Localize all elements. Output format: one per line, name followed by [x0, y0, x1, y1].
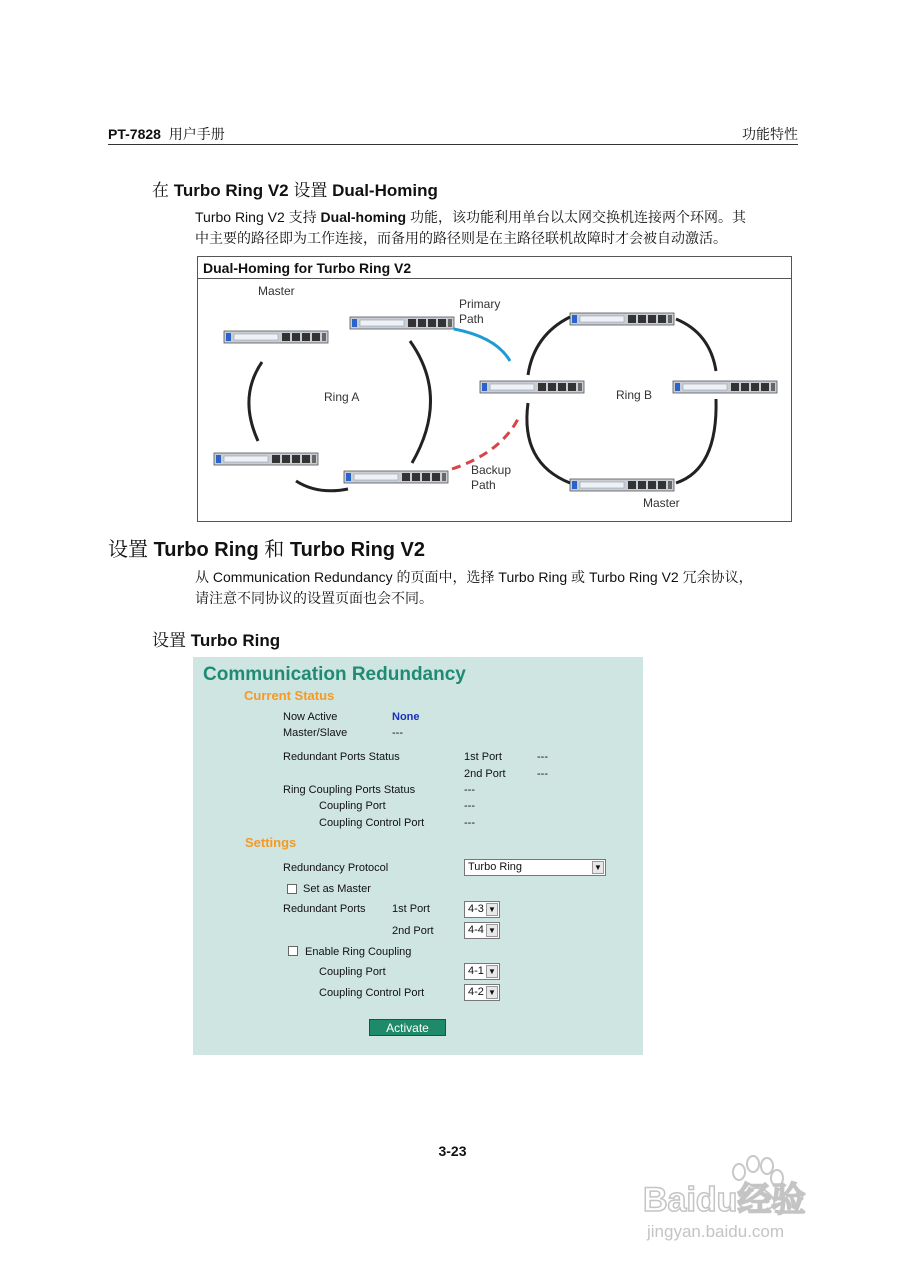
label-master-a: Master: [258, 284, 295, 298]
enable-ring-coupling-checkbox[interactable]: [288, 946, 298, 956]
now-active-value: None: [392, 711, 420, 723]
ring-coupling-status-label: Ring Coupling Ports Status: [283, 784, 416, 796]
coupling-control-select[interactable]: 4-2 ▼: [464, 984, 500, 1001]
chevron-down-icon: ▼: [592, 861, 604, 874]
chevron-down-icon: ▼: [486, 965, 498, 978]
activate-button[interactable]: Activate: [369, 1019, 446, 1036]
second-port-value: ---: [537, 768, 548, 780]
switch-icon: [344, 471, 448, 483]
ring-a-arc: [296, 481, 348, 491]
redundant-ports-label: Redundant Ports: [283, 903, 366, 915]
backup-path-line: [452, 419, 518, 469]
coupling-control-value: ---: [464, 817, 475, 829]
header-divider: [108, 144, 798, 145]
dual-homing-paragraph: Turbo Ring V2 支持 Dual-homing 功能，该功能利用单台以太网交换机连接两个环网。其 中主要的路径即为工作连接，而备用的路径则是在主路径联机故障时才会被自动激活。: [195, 209, 746, 246]
chevron-down-icon: ▼: [486, 986, 498, 999]
ring-coupling-status-value: ---: [464, 784, 475, 796]
watermark-url: jingyan.baidu.com: [647, 1222, 785, 1241]
panel-title: Communication Redundancy: [203, 664, 466, 685]
coupling-port-set-label: Coupling Port: [319, 966, 386, 978]
coupling-port-select[interactable]: 4-1 ▼: [464, 963, 500, 980]
ring-b-arc: [676, 319, 716, 371]
second-port-label: 2nd Port: [464, 768, 506, 780]
first-port-value: ---: [537, 751, 548, 763]
first-port-set-label: 1st Port: [392, 903, 430, 915]
coupling-control-label: Coupling Control Port: [319, 817, 425, 829]
switch-icon: [570, 313, 674, 325]
label-backup: Backup Path: [471, 463, 512, 492]
protocol-select[interactable]: Turbo Ring ▼: [464, 859, 606, 876]
page-number: 3-23: [438, 1143, 467, 1159]
chevron-down-icon: ▼: [486, 903, 498, 916]
switch-icon: [214, 453, 318, 465]
redundant-ports-status-label: Redundant Ports Status: [283, 751, 400, 763]
baidu-watermark: [641, 1150, 851, 1250]
switch-icon: [673, 381, 777, 393]
now-active-label: Now Active: [283, 711, 338, 723]
set-as-master-label: Set as Master: [303, 883, 371, 895]
set-as-master-checkbox[interactable]: [287, 884, 297, 894]
ring-a-arc: [410, 341, 431, 463]
enable-ring-coupling-label: Enable Ring Coupling: [305, 946, 412, 958]
ring-b-arc: [528, 317, 570, 375]
coupling-control-set-label: Coupling Control Port: [319, 987, 425, 999]
primary-path-line: [454, 329, 510, 361]
master-slave-value: ---: [392, 727, 403, 739]
ring-a-arc: [249, 362, 262, 441]
section-title-turbo-ring: 设置 Turbo Ring: [152, 631, 281, 650]
coupling-port-value: ---: [464, 800, 475, 812]
ring-b-arc: [676, 399, 716, 483]
first-port-label: 1st Port: [464, 751, 502, 763]
chevron-down-icon: ▼: [486, 924, 498, 937]
switch-icon: [350, 317, 454, 329]
master-slave-label: Master/Slave: [283, 727, 348, 739]
switch-icon: [224, 331, 328, 343]
first-port-select[interactable]: 4-3 ▼: [464, 901, 500, 918]
header-manual: 用户手册: [168, 126, 225, 142]
second-port-set-label: 2nd Port: [392, 925, 434, 937]
coupling-port-label: Coupling Port: [319, 800, 386, 812]
protocol-label: Redundancy Protocol: [283, 862, 389, 874]
header-model: PT-7828: [108, 126, 161, 142]
switch-icon: [570, 479, 674, 491]
dual-homing-diagram: [197, 256, 792, 522]
second-port-select[interactable]: 4-4 ▼: [464, 922, 500, 939]
diagram-title: Dual-Homing for Turbo Ring V2: [198, 257, 791, 279]
section-title-dual-homing: 在 Turbo Ring V2 设置 Dual-Homing: [152, 181, 438, 200]
label-primary: Primary Path: [459, 297, 501, 326]
label-master-b: Master: [643, 496, 680, 510]
switch-icon: [480, 381, 584, 393]
setup-paragraph: 从 Communication Redundancy 的页面中，选择 Turbo Ring 或 Turbo Ring V2 冗余协议， 请注意不同协议的设置页面也会不同。: [195, 569, 753, 606]
header-title: [108, 124, 225, 144]
label-ring-a: Ring A: [324, 390, 360, 404]
current-status-heading: Current Status: [244, 688, 335, 703]
communication-redundancy-panel: [193, 657, 643, 1055]
header-section: 功能特性: [742, 126, 798, 142]
watermark-brand: Baidu经验: [643, 1181, 806, 1219]
ring-b-arc: [527, 403, 570, 483]
section-title-setup: 设置 Turbo Ring 和 Turbo Ring V2: [108, 539, 426, 561]
settings-heading: Settings: [245, 835, 297, 850]
label-ring-b: Ring B: [616, 388, 653, 402]
